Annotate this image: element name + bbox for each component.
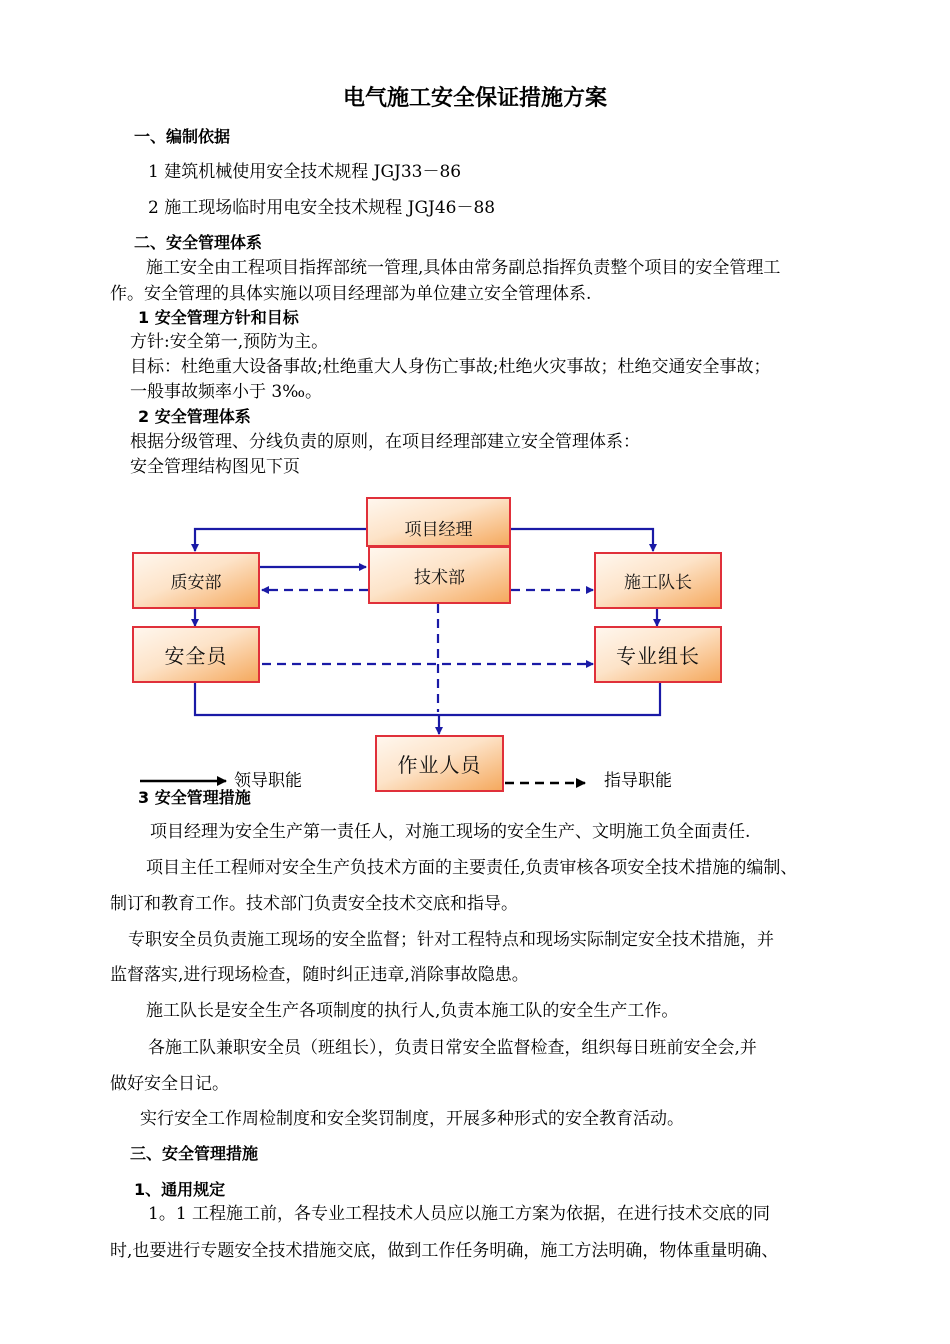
document-title: 电气施工安全保证措施方案 <box>342 86 607 111</box>
measures-paragraph-2-line-1: 项目主任工程师对安全生产负技术方面的主要责任,负责审核各项安全技术措施的编制、 <box>146 858 798 878</box>
measures-paragraph-5-line-1: 各施工队兼职安全员（班组长），负责日常安全监督检查，组织每日班前安全会,并 <box>148 1038 757 1058</box>
measures-paragraph-6: 实行安全工作周检制度和安全奖罚制度，开展多种形式的安全教育活动。 <box>140 1109 684 1129</box>
section-heading-measures: 三、安全管理措施 <box>130 1144 259 1163</box>
section-heading-basis: 一、编制依据 <box>134 127 231 146</box>
basis-principle-line: 根据分级管理、分线负责的原则，在项目经理部建立安全管理体系： <box>130 432 640 452</box>
measures-paragraph-2-line-2: 制订和教育工作。技术部门负责安全技术交底和指导。 <box>110 894 518 914</box>
node-workers: 作业人员 <box>375 735 504 792</box>
measures-paragraph-5-line-2: 做好安全日记。 <box>110 1074 229 1094</box>
measures-paragraph-4: 施工队长是安全生产各项制度的执行人,负责本施工队的安全生产工作。 <box>146 1001 679 1021</box>
measures-paragraph-3-line-2: 监督落实,进行现场检查，随时纠正违章,消除事故隐患。 <box>110 965 529 985</box>
basis-item-1: 1 建筑机械使用安全技术规程 JGJ33－86 <box>148 162 462 182</box>
basis-item-2: 2 施工现场临时用电安全技术规程 JGJ46－88 <box>148 198 496 218</box>
general-rules-line-2: 时,也要进行专题安全技术措施交底，做到工作任务明确，施工方法明确，物体重量明确、 <box>110 1241 779 1261</box>
node-safety-officer: 安全员 <box>132 626 260 683</box>
node-technical-department: 技术部 <box>368 546 511 604</box>
subheading-management-system: 2 安全管理体系 <box>138 407 251 426</box>
measures-paragraph-1: 项目经理为安全生产第一责任人，对施工现场的安全生产、文明施工负全面责任. <box>150 822 751 842</box>
policy-line: 方针:安全第一,预防为主。 <box>130 332 329 352</box>
subheading-general-rules: 1、通用规定 <box>134 1180 226 1199</box>
node-quality-safety-department: 质安部 <box>132 552 260 609</box>
node-team-leader: 专业组长 <box>594 626 722 683</box>
goal-line-1: 目标：杜绝重大设备事故;杜绝重大人身伤亡事故;杜绝火灾事故；杜绝交通安全事故； <box>130 357 771 377</box>
subheading-safety-measures: 3 安全管理措施 <box>138 788 251 807</box>
legend-guidance-label: 指导职能 <box>604 771 672 791</box>
section-heading-system: 二、安全管理体系 <box>134 233 263 252</box>
goal-line-2: 一般事故频率小于 3‰。 <box>130 382 323 402</box>
node-project-manager: 项目经理 <box>366 497 511 547</box>
measures-paragraph-3-line-1: 专职安全员负责施工现场的安全监督；针对工程特点和现场实际制定安全技术措施，并 <box>128 930 774 950</box>
system-paragraph-line-1: 施工安全由工程项目指挥部统一管理,具体由常务副总指挥负责整个项目的安全管理工 <box>146 258 781 278</box>
node-construction-captain: 施工队长 <box>594 552 722 609</box>
chart-reference-line: 安全管理结构图见下页 <box>130 457 300 477</box>
legend-leadership-label: 领导职能 <box>234 771 302 791</box>
system-paragraph-line-2: 作。安全管理的具体实施以项目经理部为单位建立安全管理体系. <box>110 284 592 304</box>
general-rules-line-1: 1。1 工程施工前，各专业工程技术人员应以施工方案为依据，在进行技术交底的同 <box>148 1204 771 1224</box>
solid-line-bottom-loop <box>195 683 660 715</box>
subheading-policy-goals: 1 安全管理方针和目标 <box>138 308 299 327</box>
